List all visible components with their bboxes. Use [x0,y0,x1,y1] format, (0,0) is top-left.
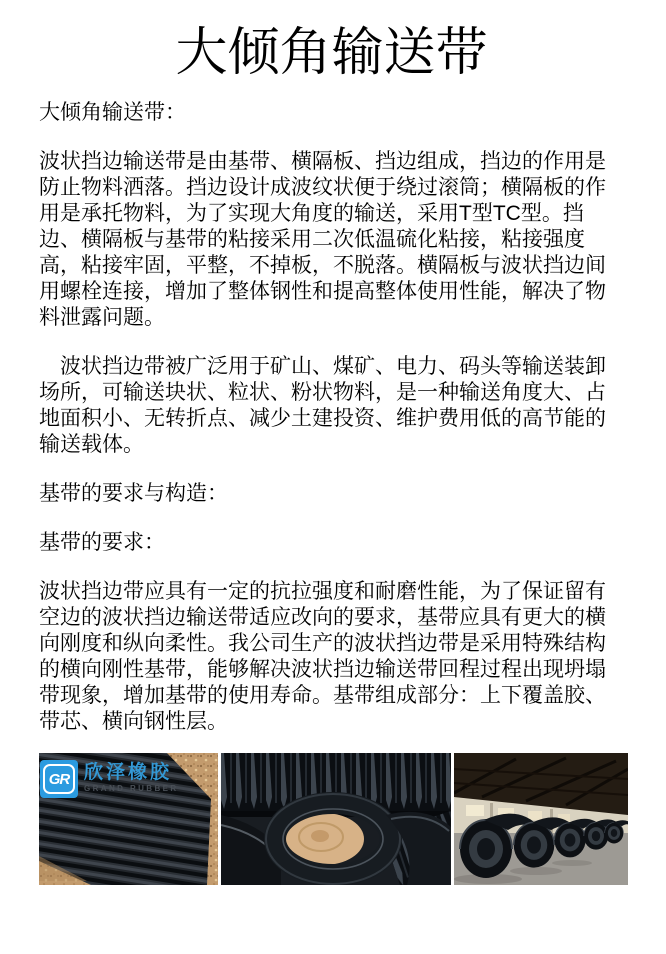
brand-logo-monogram [40,760,78,798]
brand-name-chinese: 欣泽橡胶 [84,762,173,783]
brand-logo [40,760,179,798]
product-photo-belt-roll-closeup [221,753,451,885]
brand-monogram-text: GR [48,770,70,788]
product-photo-row [39,753,624,885]
intro-label: 大倾角输送带： [39,101,186,124]
article-page [0,24,666,954]
brand-logo-names [84,760,179,793]
page-title: 大倾角输送带 [175,24,488,82]
paragraph-applications: 波状挡边带被广泛用于矿山、煤矿、电力、码头等输送装卸场所，可输送块状、粒状、粉状物料，是一种输送角度大、占地面积小、无转折点、减少土建投资、维护费用低的高节能的输送载体。 [39,355,606,456]
paragraph-base-belt: 波状挡边带应具有一定的抗拉强度和耐磨性能，为了保证留有空边的波状挡边输送带适应改向的要求，基带应具有更大的横向刚度和纵向柔性。我公司生产的波状挡边带是采用特殊结构的横向刚性基带，能够解决波状挡边输送带回程过程出现坍塌带现象，增加基带的使用寿命。基带组成部分：上下覆盖胶、带芯、横向钢性层。 [39,580,606,733]
paragraph-overview: 波状挡边输送带是由基带、横隔板、挡边组成，挡边的作用是防止物料洒落。挡边设计成波纹状便于绕过滚筒；横隔板的作用是承托物料，为了实现大角度的输送，采用T型TC型。挡边、横隔板与基带的粘接采用二次低温硫化粘接，粘接强度高，粘接牢固，平整，不掉板，不脱落。横隔板与波状挡边间用螺栓连接，增加了整体钢性和提高整体使用性能，解决了物料泄露问题。 [39,150,606,329]
heading-requirements: 基带的要求： [39,531,165,554]
belt-roll-illustration [221,753,451,885]
brand-name-english: GRAND RUBBER [84,784,179,793]
product-photo-warehouse [454,753,628,885]
brand-logo-frame [43,764,75,794]
product-photo-sidewall-strips [39,753,218,885]
warehouse-illustration [454,753,628,885]
heading-requirements-structure: 基带的要求与构造： [39,482,228,505]
